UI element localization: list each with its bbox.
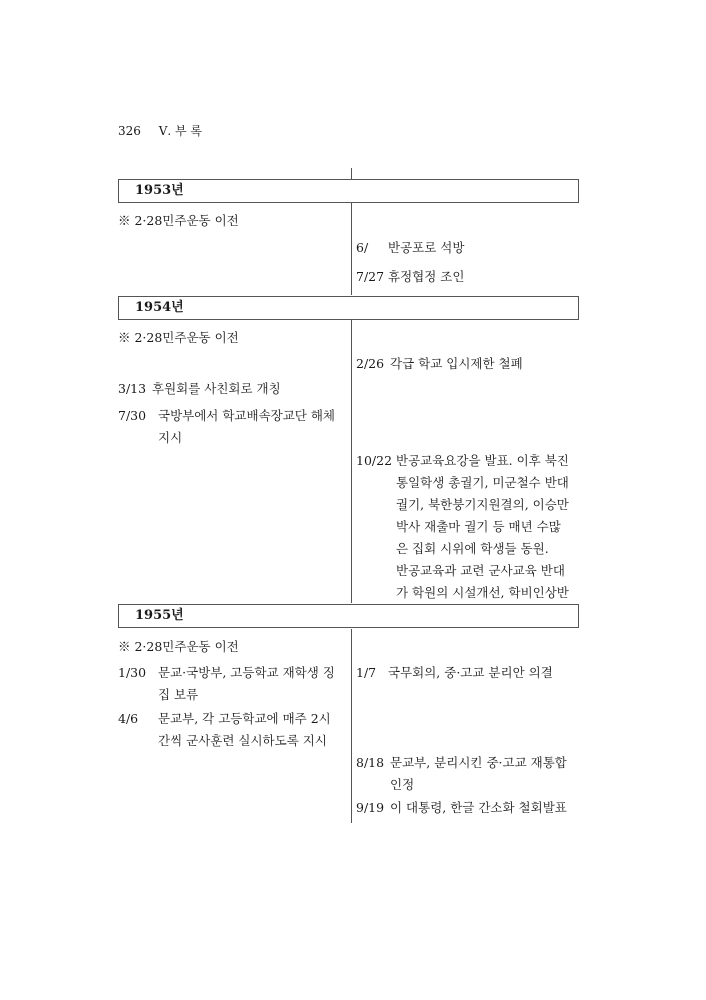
year-header-1953: 1953년 bbox=[118, 179, 579, 203]
timeline-divider bbox=[351, 629, 352, 823]
timeline-event: 6/ 반공포로 석방 bbox=[356, 240, 465, 255]
timeline-note: ※ 2·28민주운동 이전 bbox=[118, 639, 239, 654]
timeline-event: 4/6 문교부, 각 고등학교에 매주 2시 간씩 군사훈련 실시하도록 지시 bbox=[118, 711, 331, 748]
year-header-1955: 1955년 bbox=[118, 604, 579, 628]
timeline-event: 7/27 휴정협정 조인 bbox=[356, 269, 465, 284]
timeline-event: 8/18 문교부, 분리시킨 중·고교 재통합 인정 bbox=[356, 755, 567, 792]
timeline-event: 10/22 반공교육요강을 발표. 이후 북진 통일학생 총궐기, 미군철수 반대 궐기, 북한붕기지원결의, 이승만 박사 재출마 궐기 등 매년 수많 은 집회 시위에 학생들 동원. 반공교육과 교련 군사교육 반대 가 학원의 시설개선, 학비인상반 bbox=[356, 453, 569, 600]
section-title: Ⅴ. 부 록 bbox=[158, 124, 203, 138]
timeline-event: 3/13 후원회를 사친회로 개칭 bbox=[118, 381, 281, 396]
timeline-event: 7/30 국방부에서 학교배속장교단 해체 지시 bbox=[118, 408, 335, 445]
timeline-event: 9/19 이 대통령, 한글 간소화 철회발표 bbox=[356, 800, 567, 815]
timeline-divider bbox=[351, 168, 352, 179]
page-number: 326 bbox=[118, 124, 141, 138]
timeline-event: 1/30 문교·국방부, 고등학교 재학생 징 집 보류 bbox=[118, 665, 335, 702]
timeline-note: ※ 2·28민주운동 이전 bbox=[118, 330, 239, 345]
timeline-divider bbox=[351, 203, 352, 295]
timeline-event: 2/26 각급 학교 입시제한 철폐 bbox=[356, 356, 523, 371]
timeline-event: 1/7 국무회의, 중·고교 분리안 의결 bbox=[356, 665, 553, 680]
year-header-1954: 1954년 bbox=[118, 296, 579, 320]
timeline-note: ※ 2·28민주운동 이전 bbox=[118, 213, 239, 228]
timeline-divider bbox=[351, 320, 352, 603]
page-header bbox=[118, 122, 202, 139]
